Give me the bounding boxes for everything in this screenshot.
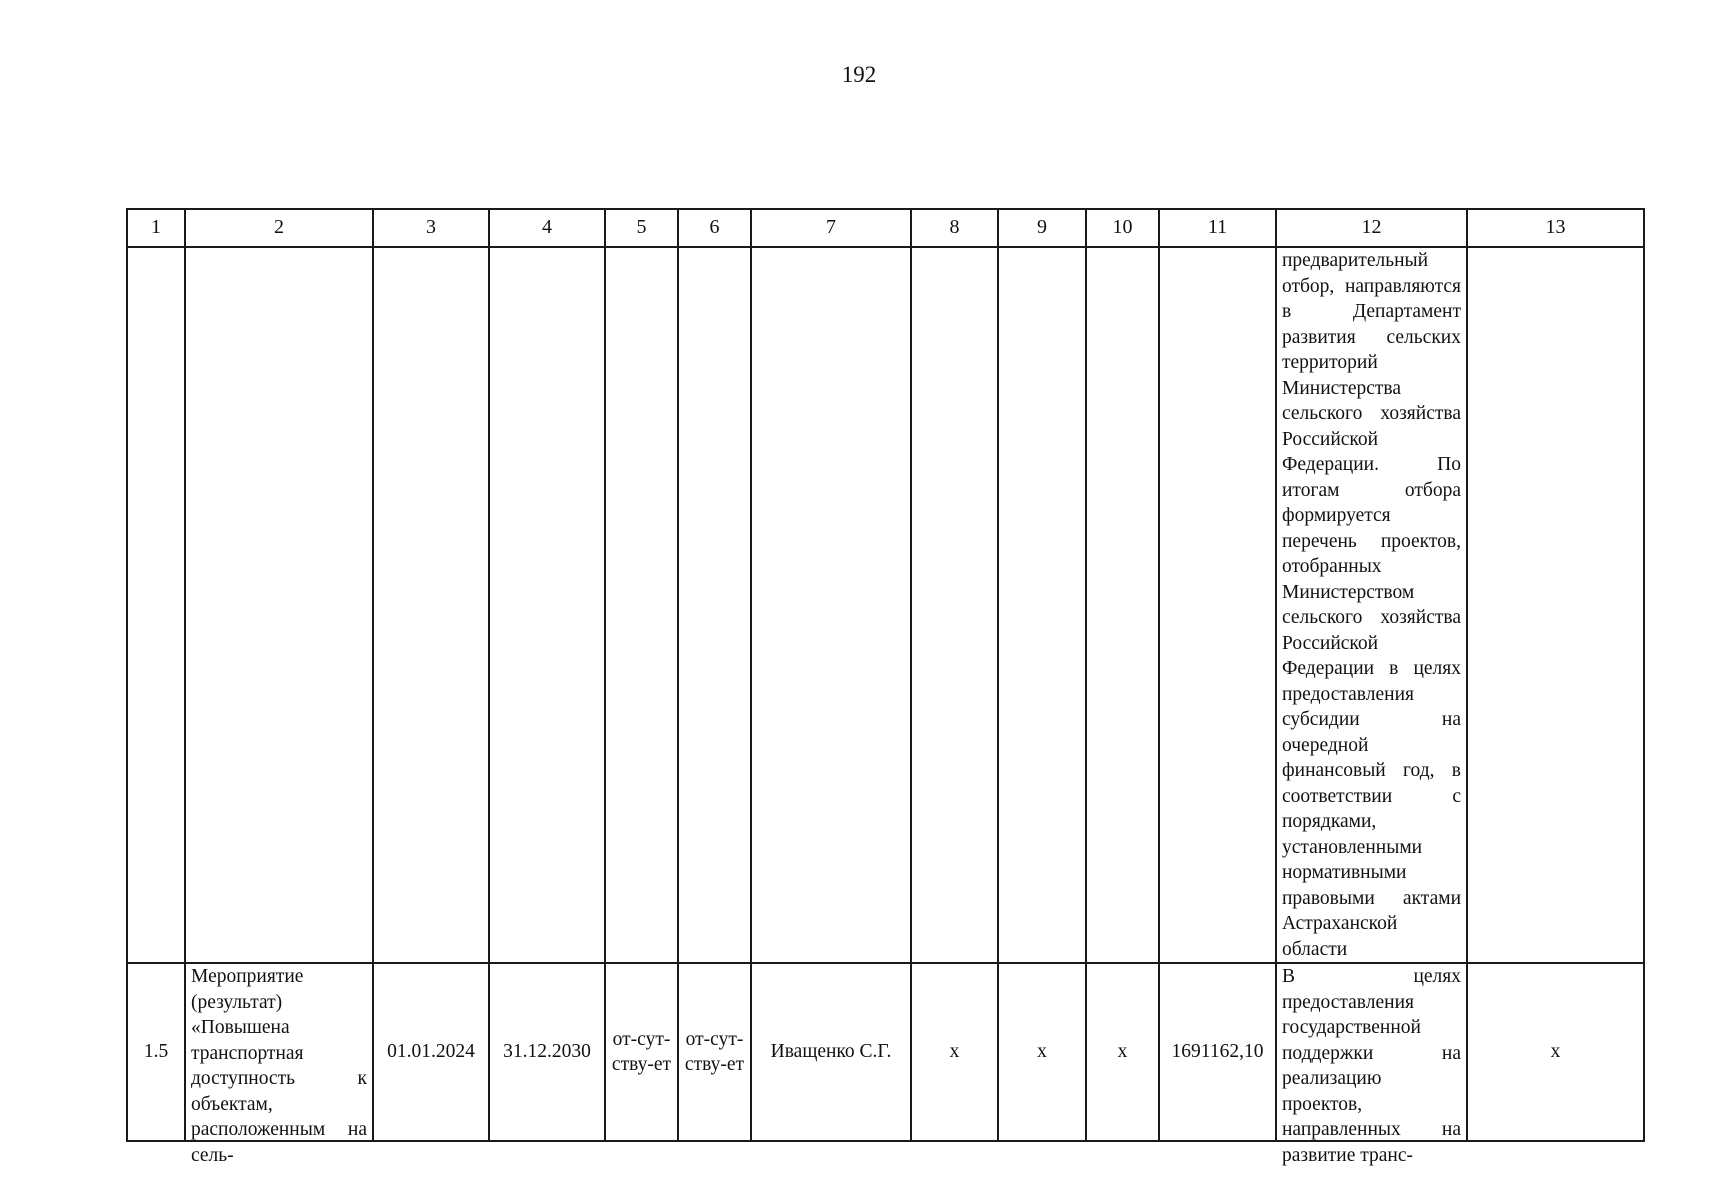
cell-empty — [751, 247, 911, 963]
cell-empty — [998, 247, 1086, 963]
header-col-4: 4 — [489, 209, 605, 247]
cell-col-9: х — [998, 963, 1086, 1141]
header-col-9: 9 — [998, 209, 1086, 247]
cell-empty — [489, 247, 605, 963]
cell-row-number: 1.5 — [127, 963, 185, 1141]
header-col-10: 10 — [1086, 209, 1159, 247]
table-row-1-5 — [127, 963, 1644, 1141]
cell-col-5: от-сут-ству-ет — [605, 963, 678, 1141]
header-col-1: 1 — [127, 209, 185, 247]
header-col-3: 3 — [373, 209, 489, 247]
cell-start-date: 01.01.2024 — [373, 963, 489, 1141]
cell-empty — [1467, 247, 1644, 963]
cell-col-13: х — [1467, 963, 1644, 1141]
cell-empty — [185, 247, 373, 963]
header-col-7: 7 — [751, 209, 911, 247]
header-col-11: 11 — [1159, 209, 1276, 247]
event-name-text: Мероприятие (результат) «Повышена транспортная доступность к объектам, расположенным на сель- — [191, 966, 367, 1166]
header-row — [127, 209, 1644, 247]
header-col-12: 12 — [1276, 209, 1467, 247]
description-text: В целях предоставления государственной поддержки на реализацию проектов, направленных на развитие транс- — [1282, 966, 1461, 1166]
cell-col-6: от-сут-ству-ет — [678, 963, 751, 1141]
header-col-13: 13 — [1467, 209, 1644, 247]
data-table — [126, 208, 1645, 1166]
cell-empty — [127, 247, 185, 963]
header-col-5: 5 — [605, 209, 678, 247]
cell-empty — [373, 247, 489, 963]
cell-description — [1276, 963, 1467, 1166]
cell-col-10: х — [1086, 963, 1159, 1141]
cell-responsible: Иващенко С.Г. — [751, 963, 911, 1141]
header-col-8: 8 — [911, 209, 998, 247]
cell-description-continued: предварительный отбор, направляются в Департамент развития сельских территорий Министерства сельского хозяйства Российской Федерации. По итогам отбора формируется перечень проектов, отобранных Министерством сельского хозяйства Российской Федерации в целях предоставления субсидии на очередной финансовый год, в соответствии с порядками, установленными нормативными правовыми актами Астраханской области — [1276, 247, 1467, 963]
cell-empty — [605, 247, 678, 963]
cell-empty — [678, 247, 751, 963]
header-col-6: 6 — [678, 209, 751, 247]
cell-event-name — [185, 963, 373, 1166]
cell-col-8: х — [911, 963, 998, 1141]
table-row-continuation — [127, 247, 1644, 963]
cell-amount: 1691162,10 — [1159, 963, 1276, 1141]
cell-end-date: 31.12.2030 — [489, 963, 605, 1141]
header-col-2: 2 — [185, 209, 373, 247]
cell-empty — [911, 247, 998, 963]
cell-empty — [1159, 247, 1276, 963]
cell-empty — [1086, 247, 1159, 963]
page-number: 192 — [841, 62, 877, 87]
